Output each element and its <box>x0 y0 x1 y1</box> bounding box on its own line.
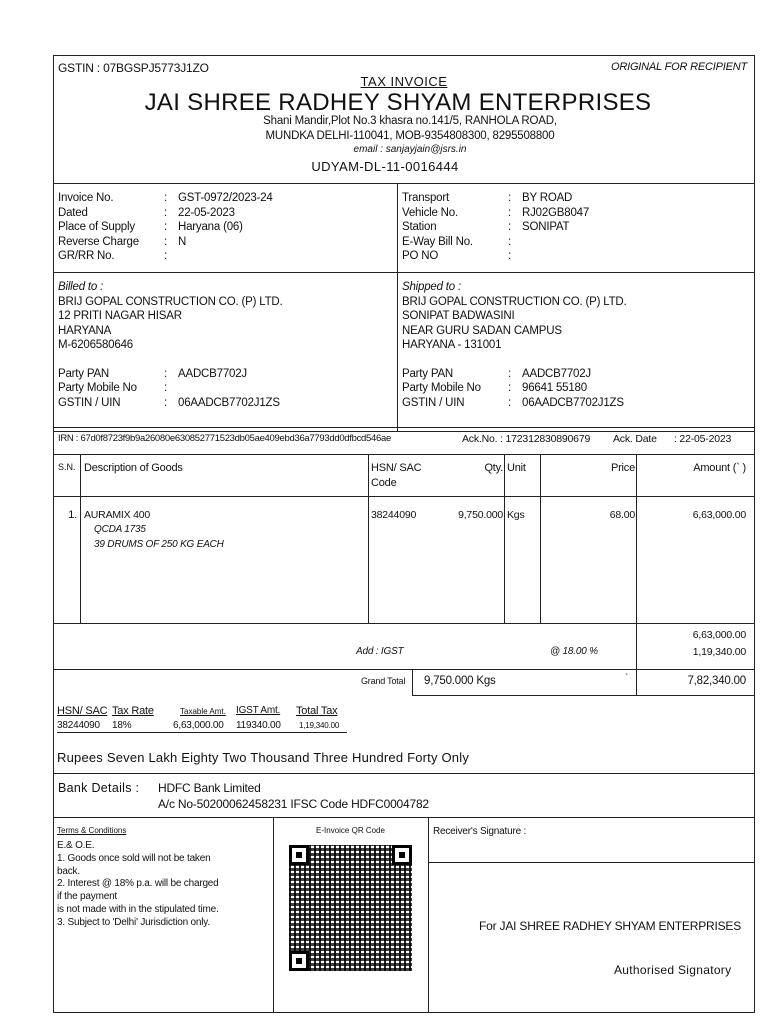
summary-total: 1,19,340.00 <box>299 721 340 730</box>
doc-title: TAX INVOICE <box>360 74 448 89</box>
transport-details: Transport : BY ROAD Vehicle No. : RJ02GB8047 Station : SONIPAT E-Way Bill No. : PO NO : <box>402 192 590 262</box>
col-unit: Unit <box>507 462 526 474</box>
igst-amount: 1,19,340.00 <box>692 646 746 658</box>
igst-rate: @ 18.00 % <box>550 646 598 657</box>
irn-number: IRN : 67d0f8723f9b9a26080e630852771523db05ae409ebd36a7793dd0dfbcd546ae <box>58 433 391 444</box>
item-hsn: 38244090 <box>371 509 417 521</box>
item-name: AURAMIX 400 <box>84 509 151 521</box>
gstin-header: GSTIN : 07BGSPJ5773J1ZO <box>58 61 209 75</box>
for-company: For JAI SHREE RADHEY SHYAM ENTERPRISES <box>479 919 742 933</box>
col-amount: Amount (` ) <box>693 462 746 474</box>
subtotal-amount: 6,63,000.00 <box>692 629 746 641</box>
shipped-gstin: 06AADCB7702J1ZS <box>522 396 624 409</box>
invoice-details: Invoice No. : GST-0972/2023-24 Dated : 22-05-2023 Place of Supply : Haryana (06) Reverse Charge : N GR/RR No. : <box>58 192 273 262</box>
grand-total-currency: ` <box>625 673 629 684</box>
billed-pan: AADCB7702J <box>178 367 247 380</box>
col-sn: S.N. <box>58 462 76 472</box>
ack-number: Ack.No. : 172312830890679 <box>462 433 591 445</box>
invoice-date: 22-05-2023 <box>178 206 235 219</box>
grand-total-qty: 9,750.000 Kgs <box>424 675 496 687</box>
col-qty: Qty. <box>484 462 503 474</box>
billed-to: Billed to : BRIJ GOPAL CONSTRUCTION CO. (P) LTD. 12 PRITI NAGAR HISAR HARYANA M-6206580646 Party PAN : AADCB7702J Party Mobile No : GSTIN / UIN : 06AADCB7702J1ZS <box>58 281 283 409</box>
col-hsn: HSN/ SAC <box>371 462 422 474</box>
shipped-mobile: 96641 55180 <box>522 382 587 394</box>
billed-gstin: 06AADCB7702J1ZS <box>178 396 280 409</box>
qr-label: E-Invoice QR Code <box>316 826 385 835</box>
shipped-title: Shipped to : <box>402 281 461 293</box>
item-sub1: QCDA 1735 <box>94 524 146 535</box>
item-unit: Kgs <box>507 509 525 521</box>
authorised-signatory: Authorised Signatory <box>614 963 732 977</box>
station: SONIPAT <box>522 221 570 233</box>
amount-in-words: Rupees Seven Lakh Eighty Two Thousand Three Hundred Forty Only <box>57 750 470 765</box>
summary-rate: 18% <box>112 720 132 731</box>
transport-mode: BY ROAD <box>522 192 573 204</box>
summary-igst: 119340.00 <box>236 720 281 731</box>
ack-date: : 22-05-2023 <box>674 433 732 445</box>
udyam-number: UDYAM-DL-11-0016444 <box>311 159 459 174</box>
vehicle-number: RJ02GB8047 <box>522 206 590 219</box>
billed-name: BRIJ GOPAL CONSTRUCTION CO. (P) LTD. <box>58 295 283 308</box>
bank-account: A/c No-50200062458231 IFSC Code HDFC0004782 <box>158 797 429 811</box>
shipped-name: BRIJ GOPAL CONSTRUCTION CO. (P) LTD. <box>402 295 627 308</box>
company-address-line2: MUNDKA DELHI-110041, MOB-9354808300, 8295508800 <box>265 130 555 142</box>
receiver-signature: Receiver's Signature : <box>433 826 527 837</box>
company-address-line1: Shani Mandir,Plot No.3 khasra no.141/5, RANHOLA ROAD, <box>263 115 557 127</box>
grand-total-label: Grand Total <box>361 676 406 686</box>
summary-hsn: 38244090 <box>57 720 100 731</box>
invoice-number: GST-0972/2023-24 <box>178 192 273 204</box>
item-sub2: 39 DRUMS OF 250 KG EACH <box>94 539 224 550</box>
col-price: Price <box>610 462 635 474</box>
row-sn: 1. <box>68 509 77 521</box>
grand-total-amount: 7,82,340.00 <box>687 675 746 687</box>
col-description: Description of Goods <box>84 462 183 474</box>
shipped-pan: AADCB7702J <box>522 367 591 380</box>
copy-label: ORIGINAL FOR RECIPIENT <box>611 61 747 73</box>
company-email: email : sanjayjain@jsrs.in <box>353 144 467 155</box>
reverse-charge: N <box>178 235 187 248</box>
bank-name: HDFC Bank Limited <box>158 781 261 795</box>
item-qty: 9,750.000 <box>458 509 503 521</box>
place-of-supply: Haryana (06) <box>178 221 243 233</box>
company-name: JAI SHREE RADHEY SHYAM ENTERPRISES <box>144 89 652 116</box>
igst-label: Add : IGST <box>356 646 404 657</box>
summary-taxable: 6,63,000.00 <box>173 720 224 731</box>
item-price: 68.00 <box>609 509 635 521</box>
terms-list: E.& O.E. 1. Goods once sold will not be taken back. 2. Interest @ 18% p.a. will be charged if the payment is not made with in the stipulated time. 3. Subject to 'Delhi' Jurisdiction only. <box>57 840 219 928</box>
billed-title: Billed to : <box>58 281 104 293</box>
ack-date-label: Ack. Date <box>613 433 657 445</box>
bank-label: Bank Details : <box>58 781 140 795</box>
shipped-to: Shipped to : BRIJ GOPAL CONSTRUCTION CO. (P) LTD. SONIPAT BADWASINI NEAR GURU SADAN CAMPUS HARYANA - 131001 Party PAN : AADCB7702J Party Mobile No : 96641 55180 GSTIN / UIN : 06AADCB7702J1ZS <box>402 281 627 409</box>
item-amount: 6,63,000.00 <box>692 509 746 521</box>
terms-title: Terms & Conditions <box>57 826 127 835</box>
qr-code-icon <box>289 845 412 971</box>
